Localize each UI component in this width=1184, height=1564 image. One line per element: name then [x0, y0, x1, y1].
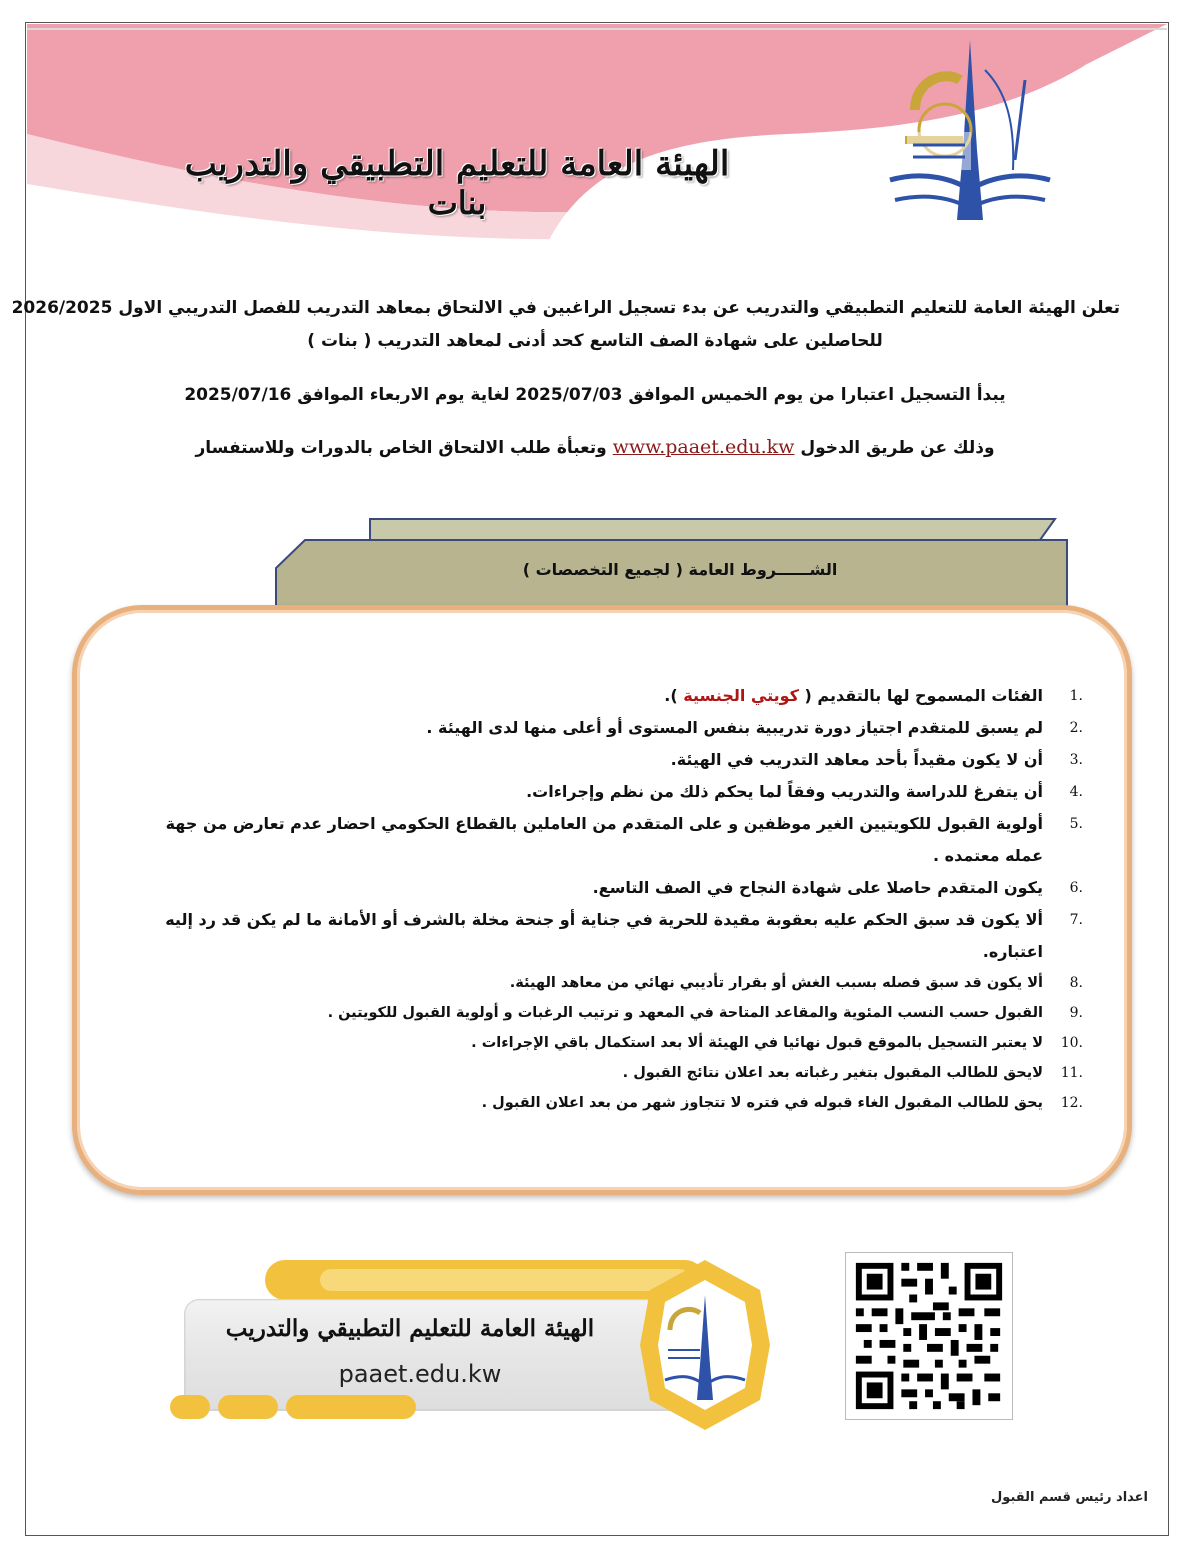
list-item: 1. الفئات المسموح لها بالتقديم ( كويتي الجنسية ). [664, 686, 1083, 705]
intro-line-2: للحاصلين على شهادة الصف التاسع كحد أدنى لمعاهد التدريب ( بنات ) [307, 331, 883, 351]
header-subtitle: بنات [427, 184, 487, 222]
list-item: 6. يكون المتقدم حاصلا على شهادة النجاح في الصف التاسع. [592, 878, 1083, 897]
list-item: 11. لايحق للطالب المقبول بتغير رغباته بعد اعلان نتائج القبول . [622, 1065, 1083, 1081]
list-item: 12. يحق للطالب المقبول الغاء قبوله في فتره لا تتجاوز شهر من بعد اعلان القبول . [481, 1095, 1083, 1111]
brand-banner [160, 1255, 780, 1435]
list-item: 5. أولوية القبول للكويتيين الغير موظفين و على المتقدم من العاملين بالقطاع الحكومي احضار عدم تعارض من جهة عمله معتمده . [165, 814, 1083, 865]
list-item: 4. أن يتفرغ للدراسة والتدريب وفقاً لما يحكم ذلك من نظم وإجراءات. [526, 782, 1083, 801]
list-item: 3. أن لا يكون مقيداً بأحد معاهد التدريب في الهيئة. [670, 750, 1083, 769]
credit-note: اعداد رئيس قسم القبول [991, 1490, 1148, 1505]
header-title: الهيئة العامة للتعليم التطبيقي والتدريب [184, 144, 730, 184]
intro-line-4: وذلك عن طريق الدخول www.paaet.edu.kw وتعبأة طلب الالتحاق الخاص بالدورات وللاستفسار [195, 436, 995, 458]
brand-title: الهيئة العامة للتعليم التطبيقي والتدريب [225, 1315, 595, 1342]
nationality-highlight: كويتي الجنسية [683, 686, 799, 705]
intro-line-1: تعلن الهيئة العامة للتعليم التطبيقي والتدريب عن بدء تسجيل الراغبين في الالتحاق بمعاهد التدريب للفصل التدريبي الاول 2026/2025 [11, 298, 1120, 318]
conditions-list [145, 680, 1083, 1118]
list-item: 8. ألا يكون قد سبق فصله بسبب الغش أو بقرار تأديبي نهائي من معاهد الهيئة. [509, 975, 1083, 991]
list-item: 9. القبول حسب النسب المئوية والمقاعد المتاحة في المعهد و ترتيب الرغبات و أولوية القبول للكويتين . [327, 1005, 1083, 1021]
list-item: 2. لم يسبق للمتقدم اجتياز دورة تدريبية بنفس المستوى أو أعلى منها لدى الهيئة . [426, 718, 1083, 737]
brand-url: paaet.edu.kw [338, 1360, 502, 1388]
conditions-title: الشــــــروط العامة ( لجميع التخصصات ) [522, 560, 838, 579]
list-item: 7. ألا يكون قد سبق الحكم عليه بعقوبة مقيدة للحرية في جناية أو جنحة مخلة بالشرف أو الأمانة ما لم يكن قد رد إليه اعتباره. [165, 910, 1083, 961]
qr-code[interactable] [845, 1252, 1013, 1420]
paaet-logo-icon [885, 40, 1055, 225]
website-link[interactable]: www.paaet.edu.kw [612, 436, 795, 458]
registration-dates: يبدأ التسجيل اعتبارا من يوم الخميس الموافق 2025/07/03 لغاية يوم الاربعاء الموافق 2025/07/16 [184, 385, 1006, 405]
list-item: 10. لا يعتبر التسجيل بالموقع قبول نهائيا في الهيئة ألا بعد استكمال باقي الإجراءات . [471, 1035, 1083, 1051]
